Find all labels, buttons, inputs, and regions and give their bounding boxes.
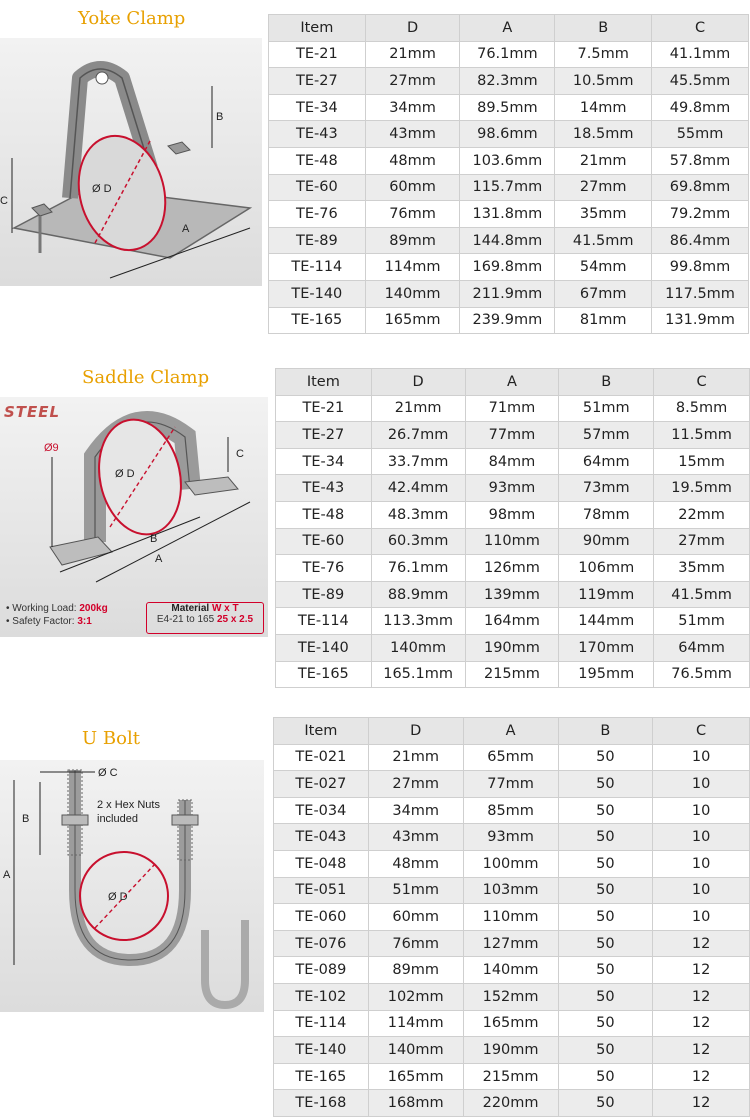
table-row [274,877,750,904]
table-cell: 34mm [368,797,463,824]
table-cell: 103.6mm [460,147,555,174]
table-cell: TE-043 [274,824,369,851]
table-cell: TE-27 [276,422,372,449]
saddle-label-c: C [236,448,244,460]
table-cell: 190mm [465,634,559,661]
table-cell: 211.9mm [460,280,555,307]
table-cell: 10 [653,824,750,851]
table-cell: 43mm [368,824,463,851]
column-header: C [652,15,749,42]
table-row [276,581,750,608]
table-cell: 69.8mm [652,174,749,201]
table-cell: 50 [558,983,653,1010]
table-cell: 50 [558,957,653,984]
table-cell: 86.4mm [652,227,749,254]
table-cell: 60mm [365,174,460,201]
table-cell: 50 [558,904,653,931]
yoke-label-a: A [182,223,190,235]
table-cell: 164mm [465,608,559,635]
table-cell: 79.2mm [652,201,749,228]
column-header: C [654,369,750,396]
working-load-note: • Working Load: 200kg [6,603,108,614]
material-box: Material W x T E4-21 to 165 25 x 2.5 [146,602,264,634]
yoke-clamp-table [268,14,749,334]
table-row [274,744,750,771]
table-cell: 139mm [465,581,559,608]
table-cell: 76.1mm [371,555,465,582]
ubolt-label-nuts: 2 x Hex Nuts [97,799,160,811]
column-header: D [368,718,463,745]
table-row [269,94,749,121]
table-cell: 51mm [654,608,750,635]
table-cell: 127mm [463,930,558,957]
ubolt-label-a: A [3,869,11,881]
table-cell: 114mm [365,254,460,281]
table-cell: 131.9mm [652,307,749,334]
yoke-label-d: Ø D [92,183,112,195]
steel-label: STEEL [4,403,61,421]
table-cell: 10 [653,744,750,771]
table-cell: 98.6mm [460,121,555,148]
table-cell: 78mm [559,501,654,528]
table-cell: 14mm [555,94,652,121]
column-header: Item [276,369,372,396]
table-cell: 21mm [555,147,652,174]
table-cell: 84mm [465,448,559,475]
table-cell: 51mm [559,395,654,422]
table-cell: 82.3mm [460,68,555,95]
column-header: A [463,718,558,745]
table-cell: TE-168 [274,1090,369,1117]
table-cell: 215mm [463,1063,558,1090]
table-cell: 140mm [463,957,558,984]
table-cell: 89mm [368,957,463,984]
table-cell: 114mm [368,1010,463,1037]
saddle-clamp-title: Saddle Clamp [82,367,210,388]
table-cell: 26.7mm [371,422,465,449]
table-row [276,475,750,502]
table-cell: TE-60 [269,174,366,201]
table-row [274,1063,750,1090]
table-cell: 106mm [559,555,654,582]
table-cell: 50 [558,850,653,877]
table-cell: TE-34 [276,448,372,475]
table-row [276,661,750,688]
table-row [269,280,749,307]
table-header-row [276,369,750,396]
table-row [274,930,750,957]
table-cell: 45.5mm [652,68,749,95]
table-cell: TE-140 [276,634,372,661]
column-header: D [371,369,465,396]
table-cell: 21mm [368,744,463,771]
table-cell: 168mm [368,1090,463,1117]
ubolt-label-c: Ø C [98,767,118,779]
table-cell: 41.1mm [652,41,749,68]
table-cell: 102mm [368,983,463,1010]
table-cell: 103mm [463,877,558,904]
table-cell: 110mm [465,528,559,555]
table-cell: 35mm [555,201,652,228]
table-cell: 7.5mm [555,41,652,68]
table-cell: 65mm [463,744,558,771]
table-cell: TE-089 [274,957,369,984]
column-header: Item [274,718,369,745]
yoke-clamp-title: Yoke Clamp [78,8,186,29]
table-row [269,201,749,228]
saddle-clamp-drawing [0,397,268,597]
table-cell: 131.8mm [460,201,555,228]
table-cell: 170mm [559,634,654,661]
table-cell: 43mm [365,121,460,148]
table-cell: 165mm [365,307,460,334]
table-row [269,121,749,148]
table-cell: TE-048 [274,850,369,877]
table-row [274,1090,750,1117]
table-cell: 50 [558,1090,653,1117]
table-header-row [269,15,749,42]
table-cell: 99.8mm [652,254,749,281]
saddle-label-hole: Ø9 [44,442,59,454]
column-header: Item [269,15,366,42]
table-cell: TE-165 [269,307,366,334]
table-cell: 76mm [368,930,463,957]
column-header: A [465,369,559,396]
table-cell: 12 [653,1063,750,1090]
table-cell: TE-43 [269,121,366,148]
table-cell: TE-114 [276,608,372,635]
table-row [276,608,750,635]
ubolt-label-b: B [22,813,30,825]
table-cell: 35mm [654,555,750,582]
table-row [269,307,749,334]
table-row [269,227,749,254]
saddle-label-d: Ø D [115,468,135,480]
table-row [269,41,749,68]
table-cell: 126mm [465,555,559,582]
table-cell: TE-140 [274,1037,369,1064]
table-row [276,501,750,528]
ubolt-label-included: included [97,813,138,825]
table-row [269,254,749,281]
table-cell: 22mm [654,501,750,528]
table-cell: 140mm [365,280,460,307]
table-cell: TE-114 [274,1010,369,1037]
table-cell: 215mm [465,661,559,688]
table-cell: 77mm [465,422,559,449]
table-cell: TE-34 [269,94,366,121]
table-cell: 27mm [654,528,750,555]
u-bolt-title: U Bolt [82,728,140,749]
column-header: C [653,718,750,745]
table-cell: 152mm [463,983,558,1010]
table-cell: 10 [653,771,750,798]
table-cell: TE-051 [274,877,369,904]
table-cell: 113.3mm [371,608,465,635]
table-cell: 76mm [365,201,460,228]
table-cell: TE-60 [276,528,372,555]
table-cell: 48mm [365,147,460,174]
table-cell: 165.1mm [371,661,465,688]
table-cell: 41.5mm [654,581,750,608]
table-cell: 55mm [652,121,749,148]
table-row [274,771,750,798]
table-cell: 11.5mm [654,422,750,449]
table-cell: TE-76 [269,201,366,228]
table-row [276,555,750,582]
saddle-clamp-table [275,368,750,688]
ubolt-label-d: Ø D [108,891,128,903]
table-cell: 76.1mm [460,41,555,68]
table-row [276,395,750,422]
table-cell: 119mm [559,581,654,608]
table-cell: 12 [653,930,750,957]
table-cell: 51mm [368,877,463,904]
table-cell: 89mm [365,227,460,254]
table-cell: TE-89 [276,581,372,608]
table-cell: 50 [558,1037,653,1064]
table-cell: 81mm [555,307,652,334]
table-cell: 48.3mm [371,501,465,528]
table-cell: 10 [653,850,750,877]
table-cell: 76.5mm [654,661,750,688]
table-cell: 140mm [371,634,465,661]
table-cell: TE-034 [274,797,369,824]
table-cell: 85mm [463,797,558,824]
table-row [276,448,750,475]
table-cell: TE-027 [274,771,369,798]
table-cell: 15mm [654,448,750,475]
table-cell: 144.8mm [460,227,555,254]
table-cell: 12 [653,983,750,1010]
table-row [269,174,749,201]
table-cell: 77mm [463,771,558,798]
table-cell: 42.4mm [371,475,465,502]
table-row [269,147,749,174]
table-cell: 50 [558,797,653,824]
table-cell: 21mm [371,395,465,422]
yoke-clamp-image [0,38,262,286]
table-header-row [274,718,750,745]
table-cell: TE-165 [276,661,372,688]
table-cell: 64mm [654,634,750,661]
table-cell: 144mm [559,608,654,635]
table-cell: 239.9mm [460,307,555,334]
table-row [274,1037,750,1064]
table-cell: 110mm [463,904,558,931]
table-cell: 60mm [368,904,463,931]
table-cell: 18.5mm [555,121,652,148]
table-cell: TE-060 [274,904,369,931]
yoke-label-c: C [0,195,8,207]
table-row [269,68,749,95]
table-cell: TE-102 [274,983,369,1010]
table-cell: 50 [558,1063,653,1090]
table-cell: 50 [558,824,653,851]
table-cell: 27mm [368,771,463,798]
table-cell: 50 [558,877,653,904]
table-cell: 67mm [555,280,652,307]
table-row [274,797,750,824]
table-row [274,983,750,1010]
table-cell: 93mm [465,475,559,502]
table-cell: TE-43 [276,475,372,502]
yoke-label-b: B [216,111,224,123]
column-header: B [558,718,653,745]
table-cell: 50 [558,771,653,798]
table-cell: TE-27 [269,68,366,95]
table-cell: TE-21 [269,41,366,68]
column-header: A [460,15,555,42]
table-cell: 50 [558,1010,653,1037]
table-cell: 190mm [463,1037,558,1064]
table-cell: 169.8mm [460,254,555,281]
table-cell: 54mm [555,254,652,281]
column-header: D [365,15,460,42]
table-cell: 19.5mm [654,475,750,502]
saddle-clamp-image [0,397,268,637]
table-cell: 115.7mm [460,174,555,201]
table-cell: 100mm [463,850,558,877]
table-row [276,634,750,661]
table-cell: 93mm [463,824,558,851]
table-cell: 50 [558,744,653,771]
table-cell: 10 [653,877,750,904]
table-cell: 64mm [559,448,654,475]
u-bolt-table [273,717,750,1117]
table-cell: 8.5mm [654,395,750,422]
table-row [274,824,750,851]
table-row [274,957,750,984]
table-cell: TE-165 [274,1063,369,1090]
table-cell: 10 [653,797,750,824]
table-cell: 34mm [365,94,460,121]
saddle-label-a: A [155,553,163,565]
table-cell: TE-021 [274,744,369,771]
table-row [276,422,750,449]
table-row [276,528,750,555]
table-cell: TE-114 [269,254,366,281]
table-row [274,850,750,877]
table-cell: 12 [653,1090,750,1117]
table-cell: 220mm [463,1090,558,1117]
table-cell: 89.5mm [460,94,555,121]
u-bolt-image [0,760,264,1012]
table-cell: TE-89 [269,227,366,254]
saddle-label-b: B [150,533,158,545]
table-cell: 117.5mm [652,280,749,307]
u-bolt-drawing [0,760,264,1012]
table-cell: 195mm [559,661,654,688]
table-cell: 57mm [559,422,654,449]
column-header: B [559,369,654,396]
table-cell: 49.8mm [652,94,749,121]
column-header: B [555,15,652,42]
table-cell: 60.3mm [371,528,465,555]
table-row [274,904,750,931]
table-cell: 10.5mm [555,68,652,95]
table-cell: 140mm [368,1037,463,1064]
table-cell: TE-76 [276,555,372,582]
table-cell: 33.7mm [371,448,465,475]
table-cell: 165mm [463,1010,558,1037]
table-cell: TE-48 [276,501,372,528]
table-cell: 73mm [559,475,654,502]
table-cell: 12 [653,1037,750,1064]
table-cell: 165mm [368,1063,463,1090]
table-cell: 27mm [365,68,460,95]
table-cell: 71mm [465,395,559,422]
table-cell: 21mm [365,41,460,68]
table-cell: 88.9mm [371,581,465,608]
safety-factor-note: • Safety Factor: 3:1 [6,616,92,627]
table-cell: 48mm [368,850,463,877]
table-cell: 98mm [465,501,559,528]
table-cell: TE-076 [274,930,369,957]
table-cell: TE-21 [276,395,372,422]
table-cell: 10 [653,904,750,931]
yoke-clamp-drawing [0,38,262,286]
table-cell: 57.8mm [652,147,749,174]
table-row [274,1010,750,1037]
table-cell: 50 [558,930,653,957]
table-cell: 90mm [559,528,654,555]
table-cell: TE-140 [269,280,366,307]
table-cell: 27mm [555,174,652,201]
table-cell: TE-48 [269,147,366,174]
table-cell: 41.5mm [555,227,652,254]
table-cell: 12 [653,1010,750,1037]
table-cell: 12 [653,957,750,984]
